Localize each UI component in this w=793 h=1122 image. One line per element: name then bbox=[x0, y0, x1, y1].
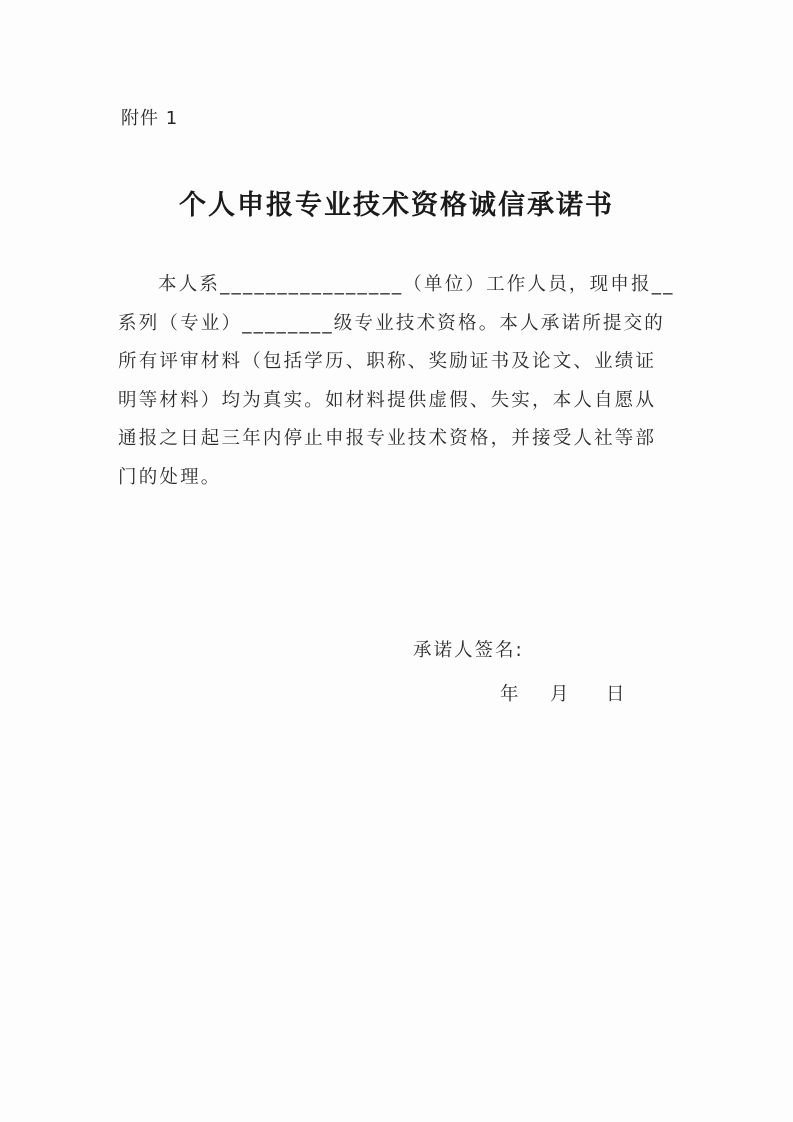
document-title: 个人申报专业技术资格诚信承诺书 bbox=[179, 190, 614, 221]
body-line: 明等材料）均为真实。如材料提供虚假、失实，本人自愿从 bbox=[118, 389, 657, 411]
body-line: 通报之日起三年内停止申报专业技术资格，并接受人社等部 bbox=[118, 428, 657, 449]
body-line: 门的处理。 bbox=[118, 466, 222, 488]
date-day-label: 日 bbox=[606, 684, 625, 705]
body-line: 所有评审材料（包括学历、职称、奖励证书及论文、业绩证 bbox=[118, 351, 657, 372]
date-month-label: 月 bbox=[550, 684, 569, 705]
body-line: 本人系________________（单位）工作人员，现申报__ bbox=[158, 274, 675, 295]
signature-label: 承诺人签名: bbox=[413, 640, 524, 661]
date-year-label: 年 bbox=[500, 684, 519, 705]
commitment-body bbox=[118, 266, 693, 497]
body-line: 系列（专业）________级专业技术资格。本人承诺所提交的 bbox=[118, 312, 666, 334]
attachment-label: 附件 1 bbox=[121, 108, 179, 129]
